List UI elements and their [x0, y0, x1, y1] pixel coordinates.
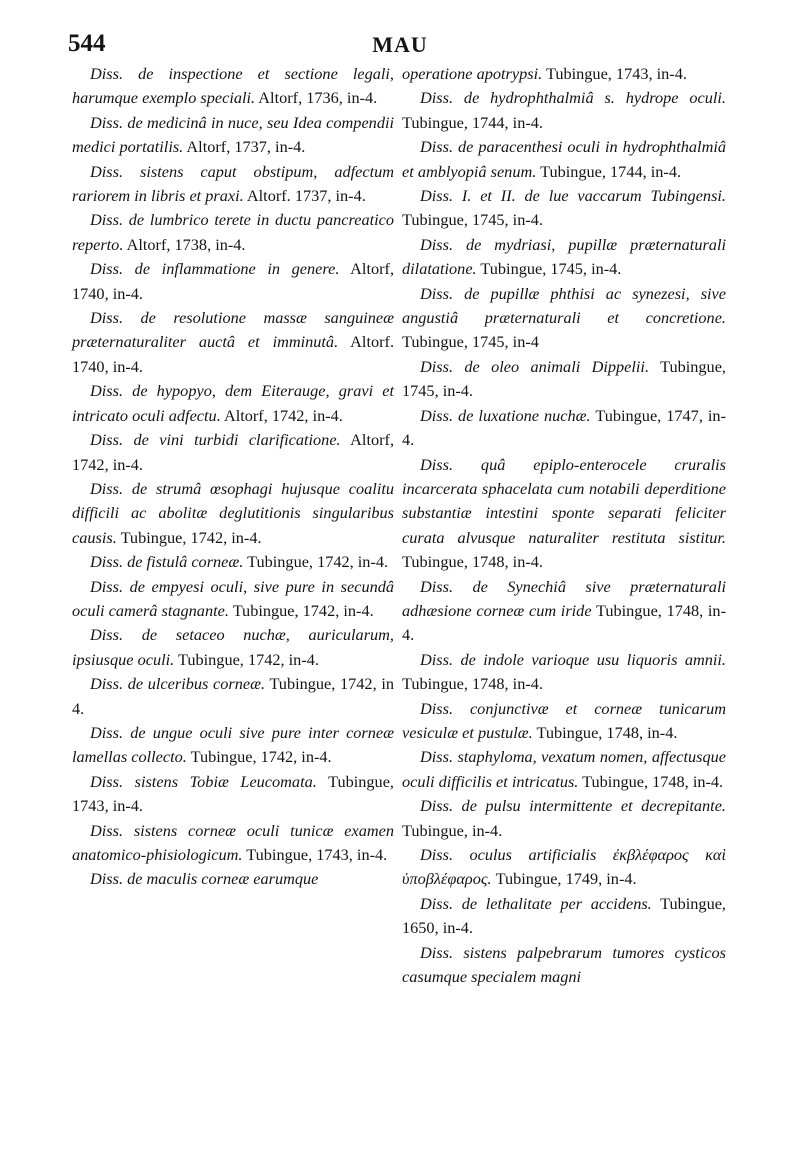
entry-title: sistens palpebrarum tumores cysticos casumque specialem magni: [402, 942, 726, 987]
bibliography-entry: [72, 477, 394, 550]
entry-abbreviation: Diss.: [420, 893, 454, 913]
entry-imprint: Tubingue, 1745, in-4.: [402, 356, 726, 401]
bibliography-entry: [402, 62, 726, 86]
entry-abbreviation: Diss.: [90, 576, 124, 596]
entry-abbreviation: Diss.: [420, 186, 454, 206]
bibliography-entry: [72, 257, 394, 306]
entry-abbreviation: Diss.: [420, 454, 454, 474]
bibliography-entry: [402, 233, 726, 282]
entry-title: sistens Tobiæ Leucomata.: [134, 771, 317, 791]
entry-imprint: Tubingue, 1745, in-4.: [402, 210, 543, 230]
entry-title: de inflammatione in genere.: [134, 259, 340, 279]
bibliography-entry: [72, 623, 394, 672]
entry-title: sistens caput obstipum, adfectum rariorem in libris et praxi.: [72, 161, 394, 206]
entry-abbreviation: Diss.: [90, 552, 124, 572]
entry-imprint: Altorf, 1736, in-4.: [258, 88, 378, 108]
bibliography-entry: [72, 160, 394, 209]
entry-imprint: Tubingue, 1748, in-4.: [536, 722, 678, 742]
entry-title: de setaceo nuchæ, auricularum, ipsiusque oculi.: [72, 625, 394, 669]
bibliography-entry: [402, 794, 726, 843]
entry-title: de medicinâ in nuce, seu Idea compendii medici portatilis.: [72, 112, 395, 157]
entry-imprint: Tubingue, 1744, in-4.: [540, 161, 682, 181]
entry-imprint: Altorf, 1742, in-4.: [72, 430, 395, 474]
entry-abbreviation: Diss.: [420, 405, 454, 425]
bibliography-entry: [402, 941, 726, 990]
bibliography-entry: [402, 892, 726, 941]
entry-abbreviation: Diss.: [90, 674, 124, 694]
left-column: [72, 62, 394, 892]
entry-imprint: Tubingue, in-4.: [402, 820, 503, 840]
bibliography-entry: [402, 86, 726, 135]
entry-title: de strumâ œsophagi hujusque coalitu difficili ac abolitæ deglutitionis singularibus causis.: [72, 478, 395, 547]
entry-title: de ungue oculi sive pure inter corneæ lamellas collecto.: [72, 722, 394, 767]
entry-abbreviation: Diss.: [420, 283, 454, 303]
entry-title: de pulsu intermittente et decrepitante.: [461, 796, 726, 816]
bibliography-entry: [72, 672, 394, 721]
bibliography-entry: [402, 575, 726, 648]
entry-imprint: Tubingue, 1748, in-4.: [402, 552, 543, 572]
entry-imprint: Altorf, 1737, in-4.: [186, 137, 306, 157]
entry-abbreviation: Diss.: [90, 771, 124, 791]
entry-abbreviation: Diss.: [90, 381, 124, 401]
entry-imprint: Tubingue, 1743, in-4.: [72, 771, 394, 816]
entry-title: de vini turbidi clarificatione.: [133, 430, 341, 450]
entry-imprint: Tubingue, 1748, in-4.: [402, 674, 543, 694]
bibliography-entry: [72, 867, 394, 891]
entry-title: de mydriasi, pupillæ præternaturali dilatatione.: [402, 234, 726, 279]
entry-title: de lethalitate per accidens.: [461, 893, 652, 913]
entry-imprint: Tubingue, 1748, in-4.: [402, 600, 726, 645]
bibliography-entry: [402, 282, 726, 355]
entry-title: de resolutione massæ sanguineæ præternaturaliter auctâ et imminutâ.: [72, 308, 394, 352]
bibliography-entry: [72, 550, 394, 574]
entry-title: de maculis corneæ earumque: [127, 869, 319, 889]
bibliography-entry: [72, 721, 394, 770]
entry-title: quâ epiplo-enterocele cruralis incarcerata sphacelata cum notabili deperditione substantiæ intestini sponte separati feliciter curata alvusque naturaliter restituta sistitur.: [402, 454, 726, 547]
entry-abbreviation: Diss.: [90, 112, 124, 132]
entry-imprint: Altorf, 1738, in-4.: [126, 234, 246, 254]
entry-imprint: Tubingue, 1742, in-4.: [190, 747, 332, 767]
bibliography-entry: [72, 770, 394, 819]
entry-abbreviation: Diss.: [420, 747, 454, 767]
bibliography-entry: [402, 697, 726, 746]
entry-title: sistens corneæ oculi tunicæ examen anatomico-phisiologicum.: [72, 820, 394, 864]
bibliography-entry: [72, 306, 394, 379]
entry-title: de luxatione nuchæ.: [458, 405, 591, 425]
entry-imprint: Altorf. 1737, in-4.: [246, 186, 366, 206]
entry-imprint: Tubingue, 1742, in-4.: [247, 552, 389, 572]
entry-title: oculus artificialis ἐκβλέφαρος καὶ ὑποβλέφαρος.: [402, 845, 726, 889]
page-number: 544: [68, 30, 106, 57]
entry-imprint: Altorf, 1740, in-4.: [72, 259, 395, 303]
entry-abbreviation: Diss.: [90, 430, 124, 450]
entry-title: de Synechiâ sive præternaturali adhæsione corneæ cum iride: [402, 576, 726, 620]
bibliography-entry: [402, 648, 726, 697]
entry-imprint: Tubingue, 1743, in-4.: [246, 845, 388, 864]
bibliography-entry: [402, 843, 726, 892]
entry-abbreviation: Diss.: [90, 722, 124, 742]
entry-abbreviation: Diss.: [90, 625, 124, 645]
entry-abbreviation: Diss.: [420, 88, 454, 108]
entry-imprint: Tubingue, 1742, in 4.: [72, 674, 394, 718]
entry-imprint: Tubingue, 1742, in-4.: [232, 600, 374, 620]
bibliography-entry: [402, 404, 726, 453]
entry-abbreviation: Diss.: [90, 210, 124, 230]
entry-imprint: Altorf, 1742, in-4.: [223, 405, 343, 425]
entry-title: de hydrophthalmiâ s. hydrope oculi.: [463, 88, 726, 108]
bibliography-entry: [402, 745, 726, 794]
entry-imprint: Tubingue, 1742, in-4.: [177, 649, 319, 669]
entry-abbreviation: Diss.: [90, 161, 124, 181]
entry-title: de fistulâ corneæ.: [127, 552, 244, 572]
page-header: [60, 30, 740, 64]
entry-abbreviation: Diss.: [420, 942, 454, 962]
entry-title: de empyesi oculi, sive pure in secundâ oculi camerâ stagnante.: [72, 576, 395, 620]
entry-abbreviation: Diss.: [90, 259, 124, 279]
entry-title: de ulceribus corneæ.: [127, 674, 266, 694]
entry-imprint: Tubingue, 1742, in-4.: [120, 527, 262, 547]
entry-abbreviation: Diss.: [420, 234, 454, 254]
bibliography-entry: [402, 355, 726, 404]
entry-abbreviation: Diss.: [90, 869, 124, 889]
entry-abbreviation: Diss.: [90, 308, 124, 328]
bibliography-entry: [72, 379, 394, 428]
entry-imprint: Altorf. 1740, in-4.: [72, 332, 395, 376]
bibliography-entry: [72, 62, 394, 111]
bibliography-entry: [402, 453, 726, 575]
entry-abbreviation: Diss.: [90, 820, 124, 840]
entry-abbreviation: Diss.: [420, 845, 454, 864]
entry-abbreviation: Diss.: [420, 576, 454, 596]
entry-title: operatione apotrypsi.: [402, 64, 543, 83]
entry-title: staphyloma, vexatum nomen, affectusque oculi difficilis et intricatus.: [402, 747, 727, 791]
entry-abbreviation: Diss.: [420, 137, 454, 157]
entry-imprint: Tubingue, 1744, in-4.: [402, 112, 543, 132]
bibliography-entry: [72, 111, 394, 160]
entry-abbreviation: Diss.: [90, 478, 124, 498]
entry-imprint: Tubingue, 1748, in-4.: [582, 771, 724, 791]
bibliography-entry: [72, 819, 394, 868]
entry-abbreviation: Diss.: [90, 64, 124, 83]
bibliography-entry: [402, 135, 726, 184]
entry-imprint: Tubingue, 1745, in-4.: [480, 259, 622, 279]
entry-imprint: Tubingue, 1749, in-4.: [495, 869, 637, 889]
entry-title: de paracenthesi oculi in hydrophthalmiâ et amblyopiâ senum.: [402, 137, 726, 181]
bibliography-entry: [72, 575, 394, 624]
entry-imprint: Tubingue, 1747, in-4.: [402, 405, 726, 450]
entry-abbreviation: Diss.: [420, 649, 454, 669]
entry-title: de pupillæ phthisi ac synezesi, sive angustiâ præternaturali et concretione.: [402, 283, 727, 328]
entry-title: conjunctivæ et corneæ tunicarum vesiculæ et pustulæ.: [402, 698, 726, 742]
entry-imprint: Tubingue, 1745, in-4: [402, 332, 539, 352]
entry-imprint: Tubingue, 1650, in-4.: [402, 893, 727, 938]
entry-title: de lumbrico terete in ductu pancreatico reperto.: [72, 210, 394, 254]
bibliography-entry: [72, 208, 394, 257]
entry-title: de oleo animali Dippelii.: [464, 356, 650, 376]
bibliography-entry: [402, 184, 726, 233]
entry-abbreviation: Diss.: [420, 356, 454, 376]
entry-abbreviation: Diss.: [420, 698, 454, 718]
right-column: [402, 62, 726, 989]
running-head: MAU: [372, 32, 428, 57]
entry-imprint: Tubingue, 1743, in-4.: [545, 64, 687, 83]
entry-title: de inspectione et sectione legali, harumque exemplo speciali.: [72, 64, 394, 108]
entry-title: I. et II. de lue vaccarum Tubingensi.: [461, 186, 726, 206]
entry-title: de hypopyo, dem Eiterauge, gravi et intricato oculi adfectu.: [72, 381, 394, 425]
entry-abbreviation: Diss.: [420, 796, 454, 816]
bibliography-entry: [72, 428, 394, 477]
entry-title: de indole varioque usu liquoris amnii.: [460, 649, 726, 669]
